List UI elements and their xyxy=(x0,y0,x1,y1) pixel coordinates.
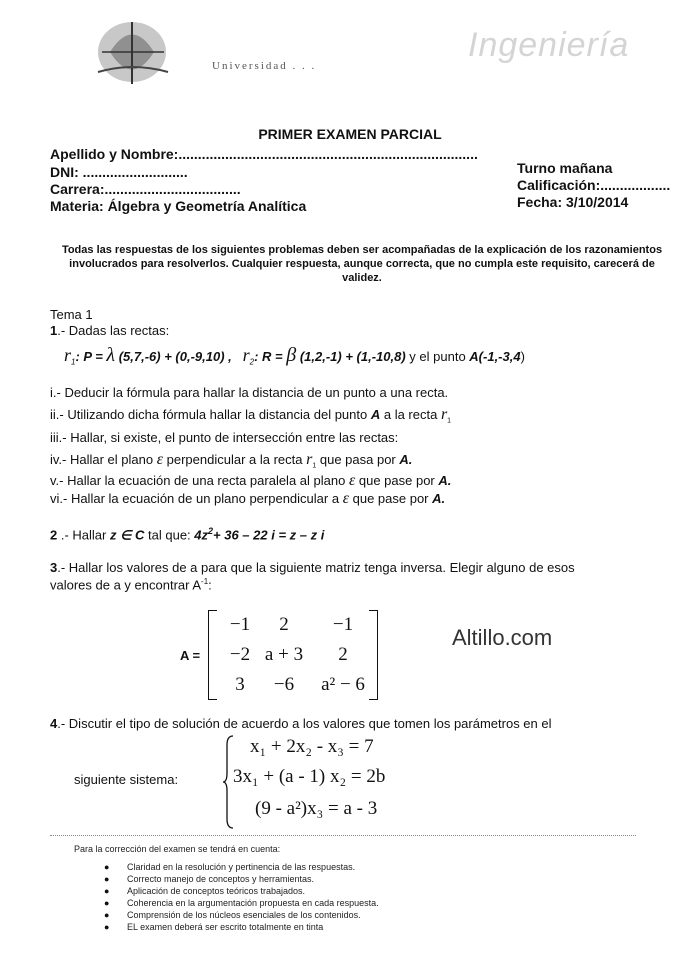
matrix-A xyxy=(208,610,378,698)
matrix-cell: −6 xyxy=(273,674,295,695)
q1-item-vi: vi.- Hallar la ecuación de un plano perpendicular a ε que pase por A. xyxy=(50,490,446,507)
list-item: ● Correcto manejo de conceptos y herramientas. xyxy=(104,874,315,884)
matrix-cell: −1 xyxy=(332,614,354,635)
matrix-cell: a² − 6 xyxy=(321,674,365,695)
system-eq-2: 3x₁ + (a - 1) x₂ = 2b xyxy=(233,766,386,787)
instructions: Todas las respuestas de los siguientes problemas deben ser acompañadas de la explicación de los razonamientos involucrados para resolverlos. Cualquier respuesta, aunque correcta, que no cumpla este requisito, carecerá de validez. xyxy=(61,244,663,284)
altillo-watermark: Altillo.com xyxy=(452,625,553,650)
fecha-label: Fecha: 3/10/2014 xyxy=(517,194,629,210)
matrix-cell: 3 xyxy=(235,674,245,695)
matrix-cell: −1 xyxy=(229,614,251,635)
divider xyxy=(50,835,636,836)
matrix-cell: 2 xyxy=(279,614,289,635)
university-logo xyxy=(88,12,172,92)
q3-line1: 3.- Hallar los valores de a para que la siguiente matriz tenga inversa. Elegir alguno de esos xyxy=(50,560,575,575)
materia-field: Materia: Álgebra y Geometría Analítica xyxy=(50,198,307,214)
q1-item-iv: iv.- Hallar el plano ε perpendicular a la recta $r_1$ que pasa por A. xyxy=(50,451,413,470)
matrix-cell: 2 xyxy=(338,644,348,665)
list-item: ● EL examen deberá ser escrito totalmente en tinta xyxy=(104,922,324,932)
system-eq-3: (9 - a²)x₃ = a - 3 xyxy=(255,798,378,819)
q1-lines-definition: $r_1$: P = λ (5,7,-6) + (0,-9,10) , $r_2$: R = β (1,2,-1) + (1,-10,8) y el punto A(-1,-3,4) xyxy=(64,344,525,367)
q3-line2: valores de a y encontrar $A^{-1}$: xyxy=(50,577,212,593)
calificacion-field: Calificación:.................. xyxy=(517,177,671,193)
turno-label: Turno mañana xyxy=(517,160,613,176)
q1-item-ii: ii.- Utilizando dicha fórmula hallar la distancia del punto A a la recta $r_1$ xyxy=(50,406,452,425)
q1-item-iii: iii.- Hallar, si existe, el punto de intersección entre las rectas: xyxy=(50,430,399,445)
criteria-list xyxy=(104,857,379,932)
q2: 2 .- Hallar z ∈ C tal que: $4z^2+ 36 - 22$ i = z – z i xyxy=(50,526,325,543)
criteria-intro: Para la corrección del examen se tendrá en cuenta: xyxy=(74,844,281,854)
q1-item-i: i.- Deducir la fórmula para hallar la distancia de un punto a una recta. xyxy=(50,385,449,400)
name-field: Apellido y Nombre:............................................................................. xyxy=(50,146,478,162)
system-eq-1: x₁ + 2x₂ - x₃ = 7 xyxy=(250,736,374,757)
list-item: ● Comprensión de los núcleos esenciales de los contenidos. xyxy=(104,910,361,920)
tema-label: Tema 1 xyxy=(50,307,93,322)
exam-title: PRIMER EXAMEN PARCIAL xyxy=(258,126,442,142)
matrix-cell: −2 xyxy=(229,644,251,665)
list-item: ● Aplicación de conceptos teóricos trabajados. xyxy=(104,886,306,896)
list-item: ● Coherencia en la argumentación propuesta en cada respuesta. xyxy=(104,898,379,908)
q4-sistema-label: siguiente sistema: xyxy=(74,772,179,787)
carrera-field: Carrera:................................... xyxy=(50,181,241,197)
brand-watermark: Ingeniería xyxy=(468,26,630,64)
logo-text: Universidad . . . xyxy=(212,60,317,72)
matrix-label: A = xyxy=(180,648,201,663)
q4-text: 4.- Discutir el tipo de solución de acuerdo a los valores que tomen los parámetros en el xyxy=(50,716,552,731)
list-item: ● Claridad en la resolución y pertinencia de las respuestas. xyxy=(104,862,356,872)
dni-field: DNI: ........................... xyxy=(50,164,188,180)
matrix-cell: a + 3 xyxy=(264,644,304,665)
q1-intro: 1.- Dadas las rectas: xyxy=(50,323,170,338)
q1-item-v: v.- Hallar la ecuación de una recta paralela al plano ε que pase por A. xyxy=(50,472,452,489)
